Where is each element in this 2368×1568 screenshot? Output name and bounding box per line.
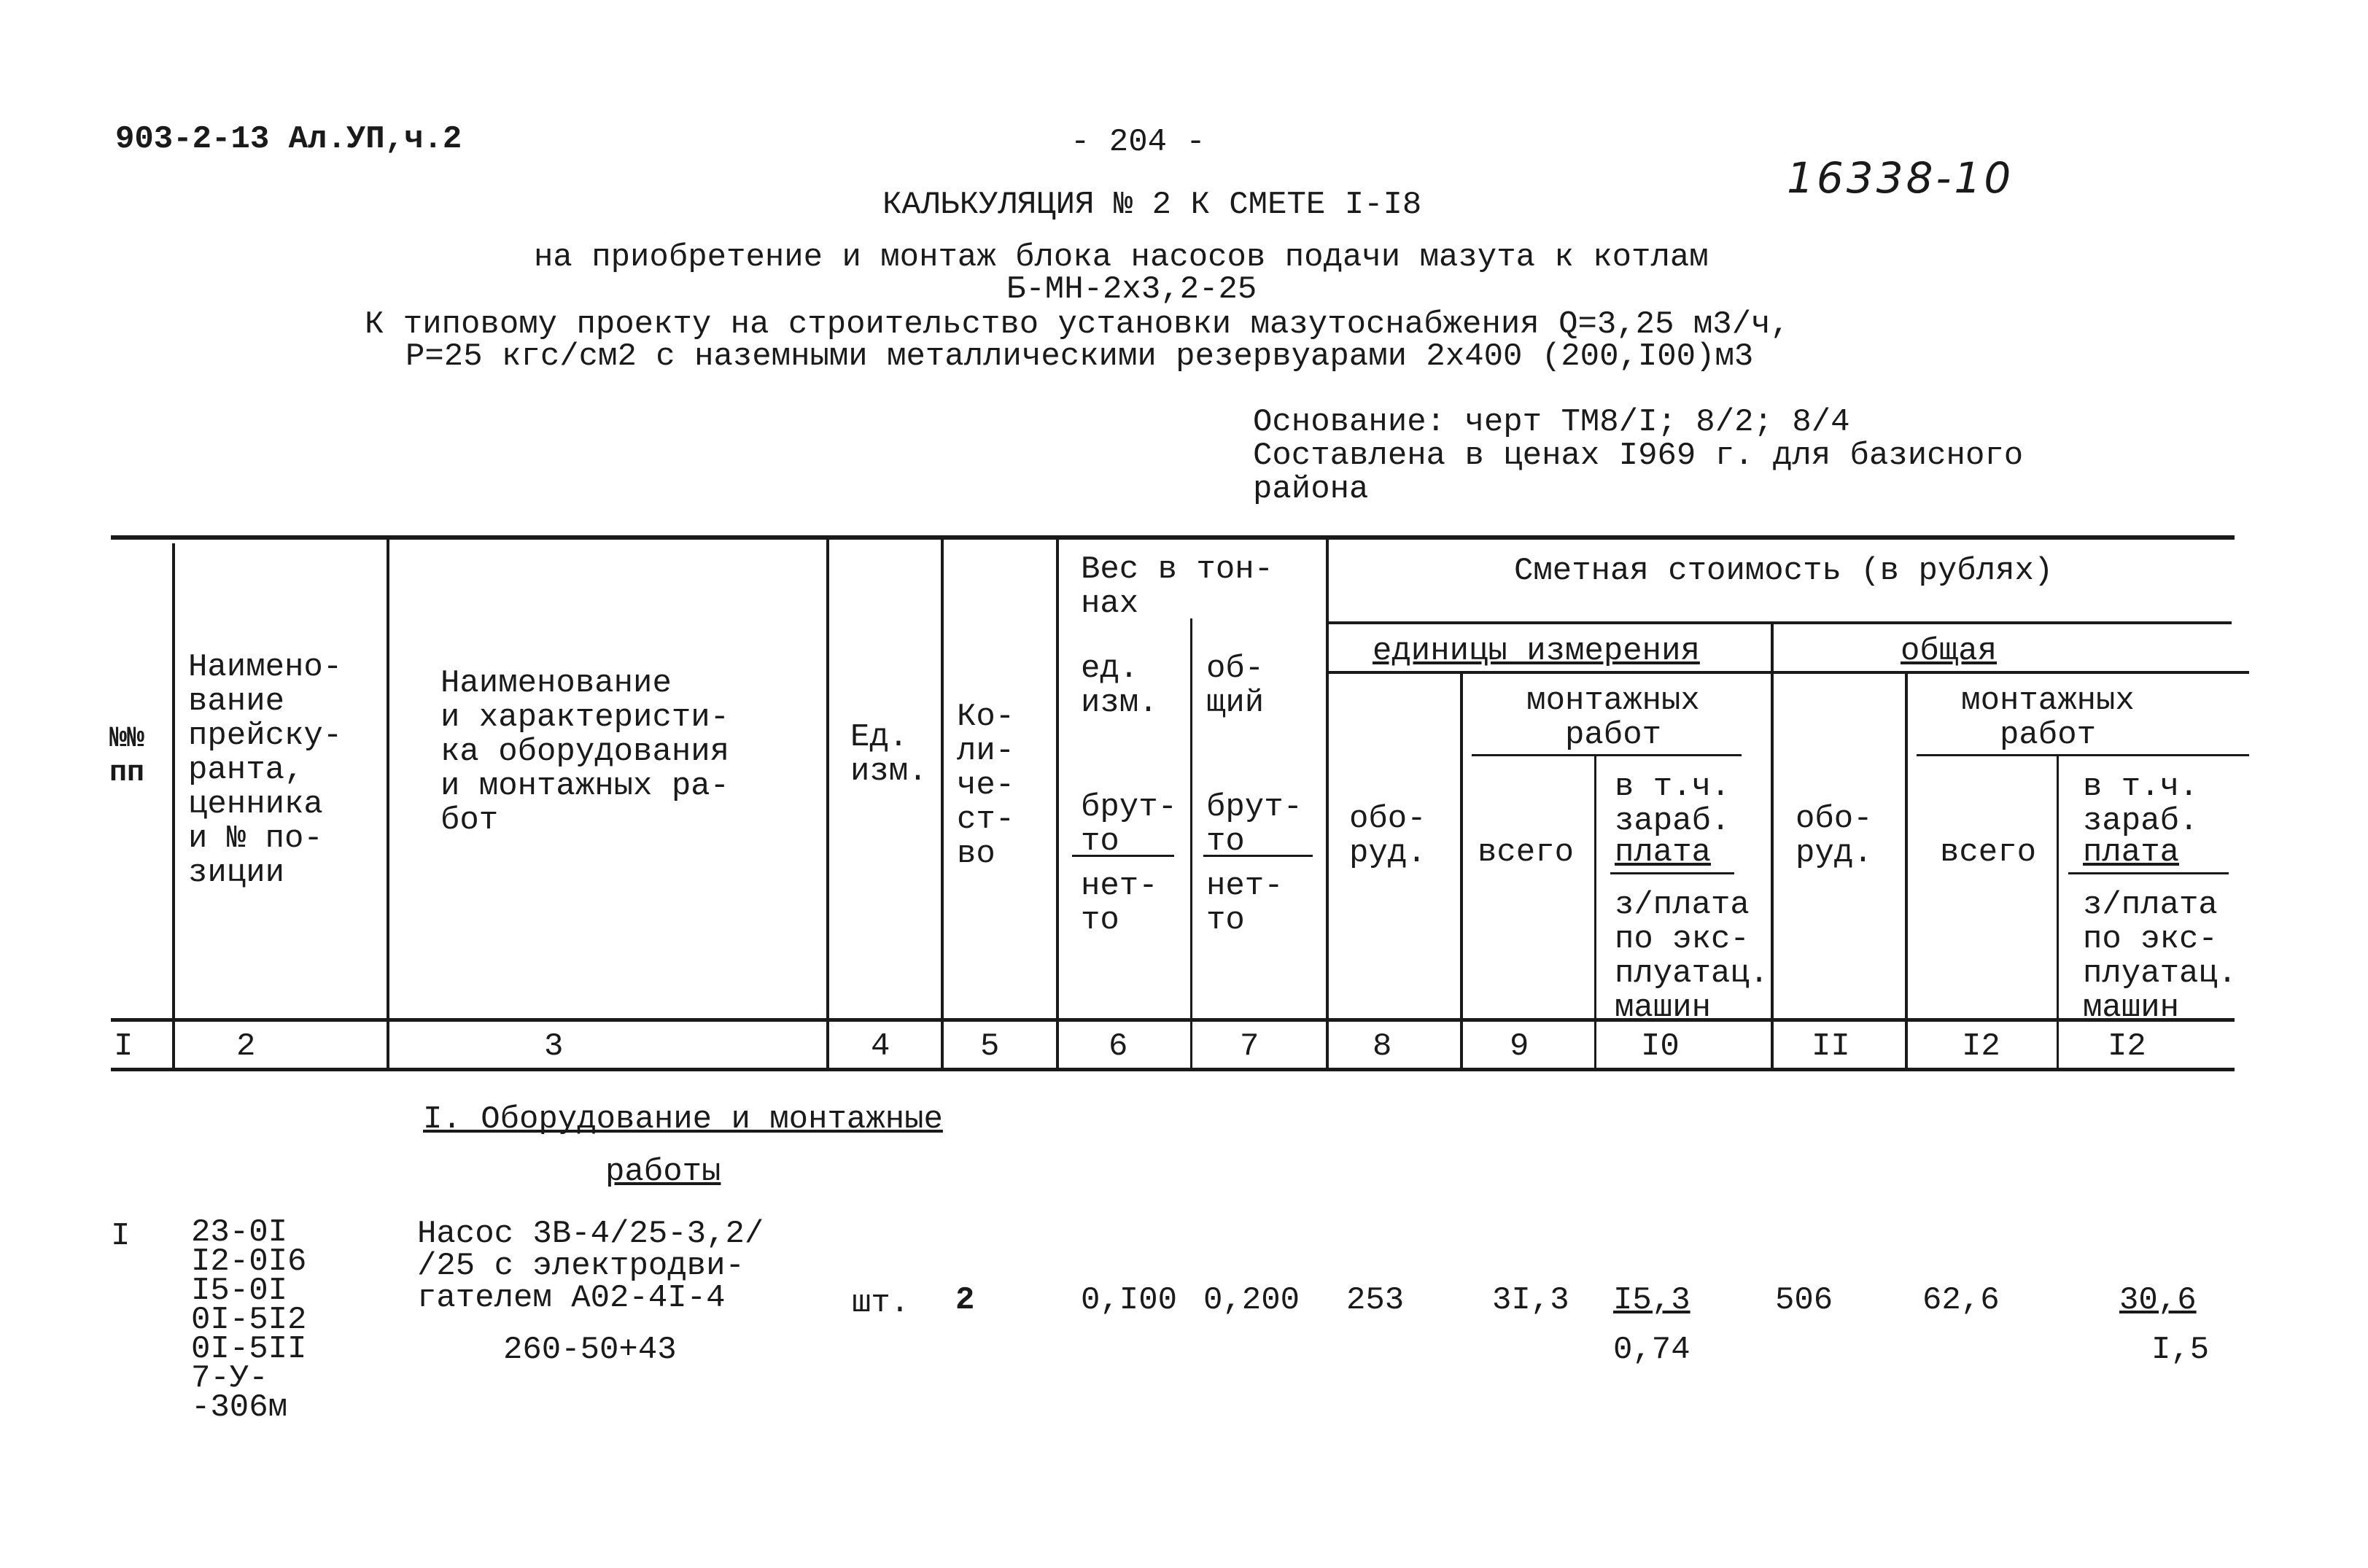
row-quantity: 2 [955, 1282, 975, 1319]
header-per-unit: единицы измерения [1373, 633, 1700, 669]
document-title: КАЛЬКУЛЯЦИЯ № 2 К СМЕТЕ I-I8 [882, 187, 1422, 223]
header-weight-total: об- щий [1206, 651, 1265, 721]
column-number: 4 [871, 1028, 890, 1065]
subtitle-line-2: Б-МН-2х3,2-25 [1006, 271, 1257, 308]
header-netto-total: нет- то [1206, 868, 1284, 939]
document-code: 903-2-13 Ал.УП,ч.2 [115, 121, 462, 158]
header-quantity: Ко- ли- че- ст- во [957, 699, 1015, 872]
code-line: 0I-5II [191, 1331, 307, 1367]
header-all-unit: всего [1478, 834, 1575, 871]
row-weight-total: 0,200 [1203, 1282, 1300, 1319]
column-number: 7 [1240, 1028, 1259, 1065]
row-equip-unit: 253 [1346, 1282, 1405, 1319]
row-install-total: 62,6 [1922, 1282, 2000, 1319]
header-salary-total: плата [2083, 834, 2180, 871]
row-weight-unit: 0,I00 [1081, 1282, 1178, 1319]
stamp-number: 16338-10 [1787, 153, 2014, 203]
name-line: Насос 3В-4/25-3,2/ [417, 1216, 764, 1252]
column-number: I2 [1962, 1028, 2000, 1065]
column-number: 2 [236, 1028, 256, 1065]
column-number: 3 [544, 1028, 564, 1065]
basis-line-1: Основание: черт ТМ8/I; 8/2; 8/4 [1253, 404, 1850, 440]
code-line: I5-0I [191, 1273, 288, 1309]
column-number: 6 [1109, 1028, 1128, 1065]
code-line: I2-0I6 [191, 1243, 307, 1280]
header-machines-unit: з/плата по экс- плуатац. машин [1615, 887, 1769, 1026]
header-machines-total: з/плата по экс- плуатац. машин [2083, 887, 2237, 1026]
column-number: 8 [1373, 1028, 1392, 1065]
code-line: -306м [191, 1389, 288, 1426]
code-line: 7-У- [191, 1360, 268, 1397]
page-number: - 204 - [1071, 124, 1206, 160]
header-total: общая [1901, 633, 1998, 669]
column-number: I0 [1641, 1028, 1680, 1065]
name-line: /25 с электродви- [417, 1248, 745, 1284]
row-install-unit: 3I,3 [1492, 1282, 1569, 1319]
header-brutto-total: брут- то [1206, 789, 1303, 860]
row-unit: шт. [852, 1285, 910, 1321]
header-brutto-unit: брут- то [1081, 789, 1178, 860]
header-netto-unit: нет- то [1081, 868, 1158, 939]
column-number: I2 [2108, 1028, 2146, 1065]
row-machine-total: I,5 [2151, 1332, 2210, 1368]
subtitle-line-4: Р=25 кгс/см2 с наземными металлическими резервуарами 2х400 (200,I00)м3 [405, 338, 1754, 375]
header-equip-unit: обо- руд. [1349, 801, 1426, 872]
column-number: I [114, 1028, 133, 1065]
header-weight: Вес в тон- нах [1081, 551, 1274, 622]
header-number: №№ пп [109, 723, 145, 790]
row-salary-total: 30,6 [2119, 1282, 2197, 1319]
row-equip-total: 506 [1775, 1282, 1833, 1319]
section-title [423, 1103, 943, 1136]
header-unit: Ед. изм. [850, 719, 928, 790]
header-install-unit: монтажных работ [1526, 683, 1700, 753]
column-number: 5 [980, 1028, 1000, 1065]
row-equipment-name [417, 1218, 764, 1314]
header-incl-total: в т.ч. зараб. [2083, 769, 2199, 839]
section-title-text: I. Оборудование и монтажные [423, 1101, 943, 1138]
basis-line-3: района [1253, 471, 1369, 508]
subtitle-line-3: К типовому проекту на строительство установки мазутоснабжения Q=3,25 м3/ч, [365, 306, 1790, 343]
row-price-codes [191, 1214, 307, 1426]
header-equip-total: обо- руд. [1796, 801, 1873, 872]
column-number: 9 [1510, 1028, 1529, 1065]
header-salary-unit: плата [1615, 834, 1712, 871]
row-number: I [111, 1218, 131, 1254]
header-all-total: всего [1940, 834, 2037, 871]
code-line: 23-0I [191, 1214, 288, 1251]
section-title-continuation: работы [605, 1154, 721, 1190]
column-number: II [1812, 1028, 1850, 1065]
basis-line-2: Составлена в ценах I969 г. для базисного [1253, 438, 2024, 474]
row-machine-unit: 0,74 [1613, 1332, 1690, 1368]
row-formula: 260-50+43 [503, 1332, 677, 1368]
header-install-total: монтажных работ [1961, 683, 2135, 753]
row-salary-unit: I5,3 [1613, 1282, 1690, 1319]
name-line: гателем А02-4I-4 [417, 1280, 726, 1316]
header-price-list: Наимено- вание прейску- ранта, ценника и № по- зиции [188, 649, 343, 891]
code-line: 0I-5I2 [191, 1302, 307, 1338]
header-incl-unit: в т.ч. зараб. [1615, 769, 1731, 839]
subtitle-line-1: на приобретение и монтаж блока насосов подачи мазута к котлам [534, 239, 1709, 276]
header-name: Наименование и характеристи- ка оборудования и монтажных ра- бот [440, 665, 730, 839]
header-cost: Сметная стоимость (в рублях) [1514, 553, 2054, 589]
header-weight-unit: ед. изм. [1081, 651, 1158, 721]
